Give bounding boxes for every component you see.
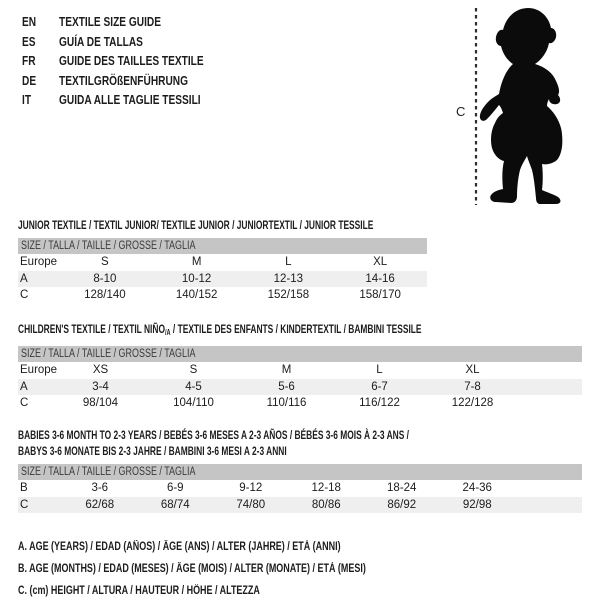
filler-cell [426, 287, 427, 304]
size-cell: 86/92 [364, 497, 440, 514]
size-cell: M [191, 256, 202, 269]
language-code [22, 12, 59, 32]
row-label: A [18, 271, 59, 288]
size-cell: 4-5 [147, 379, 240, 396]
language-row [22, 51, 244, 71]
size-cell: 9-12 [239, 482, 263, 495]
baby-silhouette-shape [480, 8, 563, 204]
size-cell: 6-9 [166, 482, 184, 495]
size-cell: XL [465, 364, 480, 377]
language-title: GUIDA ALLE TAGLIE TESSILI [59, 92, 201, 107]
language-code [22, 32, 59, 52]
size-cell: 24-36 [462, 482, 492, 495]
row-label: C [20, 289, 29, 302]
filler-cell [519, 362, 582, 379]
children-table-title: CHILDREN'S TEXTILE / TEXTIL $NIÑO_{/A}$ / TEXTILE DES ENFANTS / KINDERTEXTIL / BAMBINI TESSILE [18, 322, 422, 337]
language-row [22, 32, 244, 52]
baby-silhouette [450, 4, 585, 210]
row-label: Europe [20, 256, 58, 269]
table-row [18, 362, 582, 379]
language-code-text: ES [22, 33, 36, 49]
legend-notes [18, 536, 464, 602]
row-label: Europe [20, 364, 58, 377]
size-cell: 10-12 [151, 271, 243, 288]
size-cell: 80/86 [289, 497, 365, 514]
size-cell: 3-6 [91, 482, 109, 495]
size-cell: M [281, 364, 292, 377]
legend-note-line [18, 558, 464, 580]
table-row [18, 497, 582, 514]
size-header-label: SIZE / TALLA / TAILLE / GRÖSSE / TAGLIA [21, 240, 196, 252]
children-size-table [18, 362, 582, 412]
language-code-text: FR [22, 53, 36, 68]
size-header-bar [18, 346, 582, 362]
filler-cell [519, 379, 582, 396]
babies-title-line1: BABIES 3-6 MONTH TO 2-3 YEARS / BEBÉS 3-6 MESES A 2-3 AÑOS / BÉBÉS 3-6 MOIS À 2-3 ANS / [18, 428, 410, 442]
size-cell: 14-16 [334, 271, 426, 288]
junior-size-table [18, 254, 427, 304]
legend-note-text: C. (cm) HEIGHT / ALTURA / HAUTEUR / HÖHE / ALTEZZA [18, 585, 260, 597]
size-cell: S [189, 364, 198, 377]
babies-table-title [18, 427, 582, 459]
language-row [22, 71, 244, 91]
row-label: C [20, 397, 29, 410]
size-cell: 104/110 [173, 397, 214, 410]
language-title: TEXTILGRÖßENFÜHRUNG [59, 72, 189, 88]
size-cell: 68/74 [138, 497, 214, 514]
filler-cell [426, 254, 427, 271]
language-code-text: EN [22, 14, 37, 29]
legend-note-text: B. AGE (MONTHS) / EDAD (MESES) / ÂGE (MOIS) / ALTER (MONATE) / ETÀ (MESI) [18, 563, 366, 575]
junior-table-title: JUNIOR TEXTILE / TEXTIL JUNIOR/ TEXTILE JUNIOR / JUNIORTEXTIL / JUNIOR TESSILE [18, 218, 374, 232]
height-label: C [456, 104, 466, 119]
filler-cell [515, 497, 582, 514]
legend-note-line [18, 580, 464, 602]
size-cell: 8-10 [59, 271, 151, 288]
table-row [18, 395, 582, 412]
legend-note-text: A. AGE (YEARS) / EDAD (AÑOS) / ÂGE (ANS) / ALTER (JAHRE) / ETÀ (ANNI) [18, 541, 341, 553]
size-cell: 152/158 [267, 289, 310, 302]
size-cell: 158/170 [359, 289, 401, 302]
size-cell: 110/116 [266, 397, 307, 410]
filler-cell [426, 271, 427, 288]
size-header-label: SIZE / TALLA / TAILLE / GRÖSSE / TAGLIA [21, 466, 196, 478]
size-cell: 116/122 [359, 397, 400, 410]
size-cell: 122/128 [451, 397, 494, 410]
size-header-bar [18, 238, 427, 254]
table-row [18, 480, 582, 497]
language-list [22, 12, 244, 110]
size-cell: 128/140 [84, 289, 126, 302]
language-code [22, 90, 59, 110]
babies-title-line2: BABYS 3-6 MONATE BIS 2-3 JAHRE / BAMBINI 3-6 MESI A 2-3 ANNI [18, 444, 287, 458]
babies-size-table [18, 480, 582, 513]
row-label: B [20, 482, 28, 495]
language-code-text: DE [22, 72, 37, 88]
size-cell: 62/68 [62, 497, 138, 514]
babies-table-section [18, 427, 582, 513]
language-title: GUÍA DE TALLAS [59, 33, 143, 49]
size-cell: XL [373, 256, 388, 269]
children-table-section [18, 321, 582, 412]
size-cell: XS [92, 364, 109, 377]
language-title: GUIDE DES TAILLES TEXTILE [59, 53, 204, 68]
row-label: C [18, 497, 62, 514]
size-cell: L [376, 364, 383, 377]
size-cell: S [101, 256, 109, 269]
language-row [22, 12, 244, 32]
size-cell: 5-6 [240, 379, 333, 396]
size-header-bar [18, 464, 582, 480]
language-code [22, 51, 59, 71]
language-code-text: IT [22, 92, 32, 107]
size-header-label: SIZE / TALLA / TAILLE / GRÖSSE / TAGLIA [21, 348, 196, 360]
table-row [18, 287, 427, 304]
filler-cell [519, 395, 582, 412]
size-cell: 6-7 [333, 379, 426, 396]
row-label: A [18, 379, 54, 396]
size-cell: 3-4 [54, 379, 147, 396]
subscript-a: /A [164, 328, 171, 337]
table-row [18, 254, 427, 271]
language-row [22, 90, 244, 110]
size-cell: 98/104 [82, 397, 119, 410]
size-cell: L [285, 256, 292, 269]
filler-cell [515, 480, 582, 497]
legend-note-line [18, 536, 464, 558]
size-cell: 18-24 [387, 482, 417, 495]
size-cell: 12-18 [311, 482, 341, 495]
table-row [18, 379, 582, 396]
height-figure [450, 4, 590, 214]
size-cell: 7-8 [426, 379, 519, 396]
size-cell: 74/80 [213, 497, 289, 514]
junior-table-section [18, 217, 427, 304]
size-cell: 12-13 [243, 271, 335, 288]
language-code [22, 71, 59, 91]
size-cell: 140/152 [175, 289, 218, 302]
table-row [18, 271, 427, 288]
size-cell: 92/98 [440, 497, 516, 514]
language-title: TEXTILE SIZE GUIDE [59, 14, 161, 29]
